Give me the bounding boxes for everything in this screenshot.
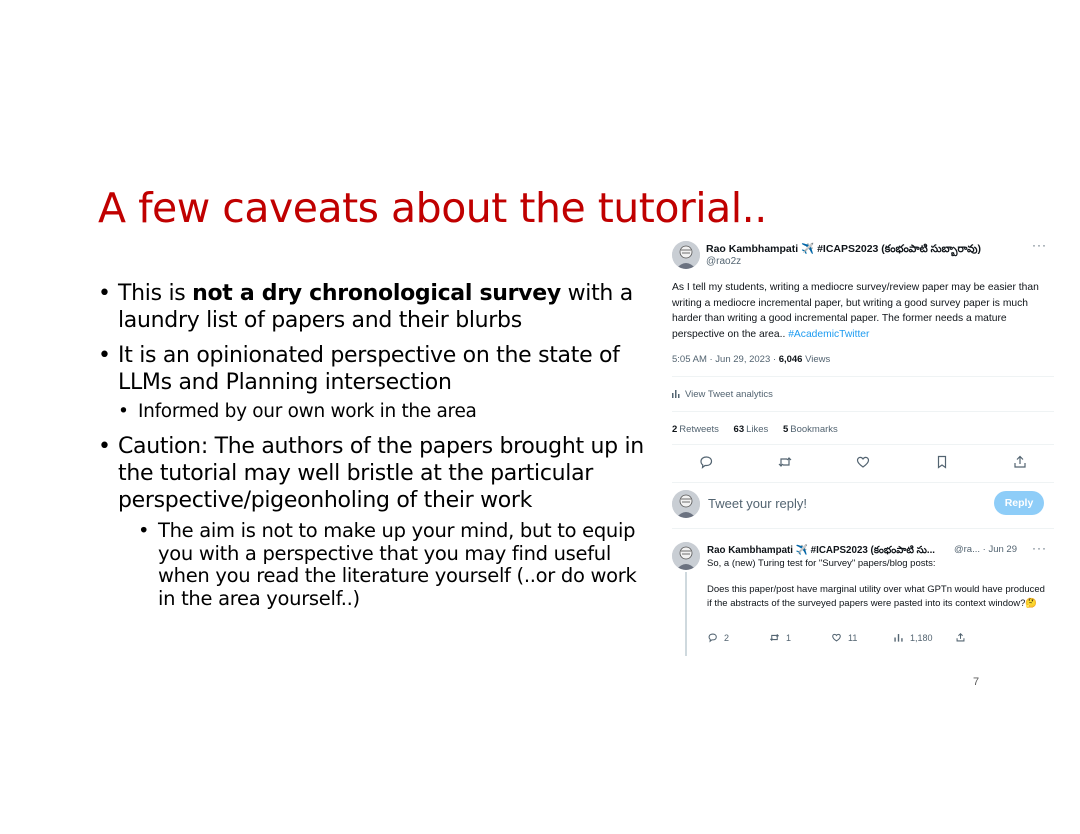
likes-count: 63 [733,424,745,435]
divider [672,528,1054,529]
author-name[interactable]: Rao Kambhampati ✈️ #ICAPS2023 (కంభంపాటి సుబ్బారావు) [706,243,981,255]
bookmarks-count: 5 [782,424,789,435]
tweet-body: As I tell my students, writing a mediocre survey/review paper may be easier than writing a mediocre incremental paper, but writing a good survey paper is much harder than writing a good incremental paper. The former needs a mature perspective on the area.. [672,282,1039,340]
reply-input[interactable]: Tweet your reply! [708,496,807,511]
tweet-timestamp [672,354,830,365]
sub-bullet-item: • The aim is not to make up your mind, but to equip you with a perspective that you may find useful when you read the literature yourself (..or do work in the area yourself..) [138,520,658,610]
likes-label: Likes [746,424,769,435]
views-count: 6,046 [778,354,803,365]
like-icon[interactable] [855,454,871,470]
hashtag-link[interactable]: #AcademicTwitter [788,328,870,340]
bullet-item [98,280,658,334]
retweet-icon[interactable] [777,454,793,470]
tweet-analytics-link[interactable] [672,389,773,401]
retweets-count: 1 [786,632,792,643]
reply-icon[interactable] [698,454,714,470]
reply-actions [707,632,1017,643]
avatar[interactable] [672,241,700,269]
retweet-icon [769,632,780,643]
views-count: 1,180 [910,632,933,643]
timestamp-text[interactable]: 5:05 AM · Jun 29, 2023 · [672,354,779,365]
reply-reply-action[interactable] [707,632,769,643]
thread-line [685,572,687,656]
reply-text: Does this paper/post have marginal utility over what GPTn would have produced if the abstracts of the surveyed papers were pasted into its context window? [707,584,1045,609]
reply-retweet-action[interactable] [769,632,831,643]
tweet-stats [672,424,850,435]
replies-count: 2 [724,632,730,643]
divider [672,376,1054,377]
thinking-emoji: 🤔 [1025,597,1038,609]
tweet-screenshot [668,236,1058,656]
likes-count: 11 [848,632,858,643]
bullet-text: This is [118,281,193,306]
divider [672,444,1054,445]
reply-author-name[interactable]: Rao Kambhampati ✈️ #ICAPS2023 (కంభంపాటి సు... [707,545,936,556]
author-handle[interactable]: @rao2z [706,256,742,267]
reply-share-action[interactable] [955,632,1017,643]
divider [672,411,1054,412]
share-icon [955,632,966,643]
likes-stat[interactable] [734,424,769,435]
reply-icon [707,632,718,643]
share-icon[interactable] [1012,454,1028,470]
avatar[interactable] [672,542,700,570]
sub-bullet-item: • Informed by our own work in the area [118,400,658,424]
views-label: Views [802,354,831,365]
bullet-emphasis: not a dry chronological survey [192,281,561,306]
retweets-stat[interactable] [672,424,719,435]
reply-handle-date[interactable]: @ra... · Jun 29 [954,544,1017,555]
tweet-text [672,280,1050,342]
retweets-count: 2 [672,424,678,435]
views-icon [893,632,904,643]
reply-text-line: So, a (new) Turing test for "Survey" papers/blog posts: [707,558,936,569]
more-options-icon[interactable]: ··· [1032,541,1047,555]
bullet-item: • It is an opinionated perspective on the state of LLMs and Planning intersection [98,342,658,396]
reply-views-action[interactable] [893,632,955,643]
tweet-actions [698,454,1028,470]
avatar[interactable] [672,490,700,518]
analytics-label: View Tweet analytics [685,389,773,400]
slide-title: A few caveats about the tutorial.. [98,184,767,232]
analytics-icon [672,389,681,401]
page-number: 7 [973,676,980,688]
bullet-text: with a laundry list of papers and their blurbs [118,281,633,333]
bookmarks-label: Bookmarks [790,424,838,435]
reply-text-body [707,583,1047,610]
bullet-item: • Caution: The authors of the papers brought up in the tutorial may well bristle at the particular perspective/pigeonholing of their work [98,433,658,514]
reply-button[interactable]: Reply [994,491,1044,515]
reply-like-action[interactable] [831,632,893,643]
like-icon [831,632,842,643]
more-options-icon[interactable]: ··· [1032,238,1047,252]
divider [672,482,1054,483]
bullet-list [98,280,658,618]
bookmark-icon[interactable] [934,454,950,470]
bookmarks-stat[interactable] [783,424,838,435]
retweets-label: Retweets [679,424,719,435]
